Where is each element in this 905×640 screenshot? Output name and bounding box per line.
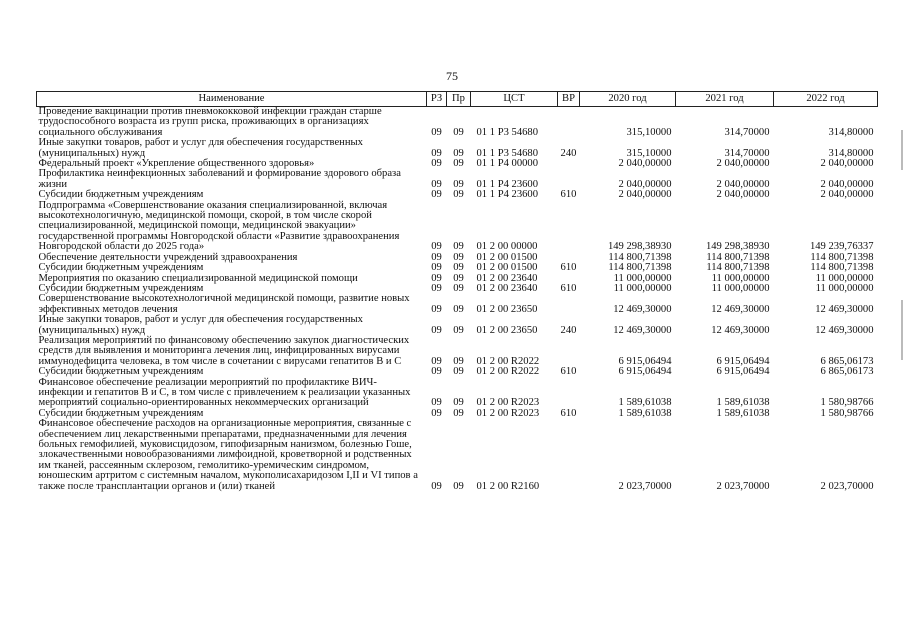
row-name: Обеспечение деятельности учреждений здравоохранения [38, 251, 298, 263]
row-rz: 09 [431, 147, 442, 159]
row-pr: 09 [453, 324, 464, 336]
row-rz: 09 [431, 324, 442, 336]
row-2020: 315,10000 [626, 126, 672, 138]
row-pr: 09 [453, 126, 464, 138]
row-vr [558, 201, 580, 253]
row-2021: 2 040,00000 [716, 189, 770, 201]
row-vr [558, 159, 580, 169]
row-rz: 09 [431, 303, 442, 315]
row-2022: 2 040,00000 [820, 189, 874, 201]
row-pr: 09 [453, 480, 464, 492]
row-2021: 1 589,61038 [716, 397, 770, 409]
row-2022: 149 239,76337 [809, 241, 874, 253]
row-2021: 1 589,61038 [716, 407, 770, 419]
row-2021: 6 915,06494 [716, 355, 770, 367]
row-2022: 314,80000 [828, 147, 874, 159]
row-2021: 2 040,00000 [716, 178, 770, 190]
row-vr: 610 [560, 407, 577, 419]
row-name: Субсидии бюджетным учреждениям [38, 366, 204, 378]
row-2020: 1 589,61038 [618, 407, 672, 419]
row-rz: 09 [431, 189, 442, 201]
scan-edge-mark [901, 130, 903, 170]
row-pr: 09 [453, 158, 464, 170]
row-vr [558, 294, 580, 315]
table-body [37, 107, 878, 493]
row-2022: 6 865,06173 [820, 355, 874, 367]
row-pr: 09 [453, 366, 464, 378]
row-rz: 09 [431, 251, 442, 263]
row-2022: 2 040,00000 [820, 158, 874, 170]
row-2020: 11 000,00000 [613, 282, 672, 294]
row-2020: 6 915,06494 [618, 355, 672, 367]
row-pr: 09 [453, 178, 464, 190]
row-cst: 01 2 00 01500 [476, 262, 538, 274]
row-vr: 240 [560, 147, 577, 159]
row-2022: 11 000,00000 [815, 282, 874, 294]
row-cst: 01 2 00 23650 [476, 303, 538, 315]
row-2021: 12 469,30000 [711, 324, 770, 336]
row-cst: 01 2 00 00000 [476, 241, 538, 253]
row-2020: 6 915,06494 [618, 366, 672, 378]
row-2020: 2 023,70000 [618, 480, 672, 492]
row-2020: 11 000,00000 [613, 272, 672, 284]
row-2020: 2 040,00000 [618, 189, 672, 201]
row-cst: 01 1 P3 54680 [476, 147, 539, 159]
row-2022: 114 800,71398 [810, 262, 874, 274]
row-name: Проведение вакцинации против пневмококковой инфекции граждан старше трудоспособного возраста из групп риска, проживающих в организациях социального обслуживания [38, 106, 382, 138]
row-2022: 314,80000 [828, 126, 874, 138]
table-row [37, 315, 878, 336]
row-2020: 2 040,00000 [618, 178, 672, 190]
row-2022: 12 469,30000 [815, 303, 874, 315]
row-pr: 09 [453, 189, 464, 201]
row-2021: 2 040,00000 [716, 158, 770, 170]
row-rz: 09 [431, 241, 442, 253]
row-rz: 09 [431, 158, 442, 170]
scan-edge-mark [901, 300, 903, 360]
row-rz: 09 [431, 480, 442, 492]
row-name: Совершенствование высокотехнологичной медицинской помощи, развитие новых эффективных методов лечения [38, 293, 410, 315]
row-vr [558, 336, 580, 367]
row-cst: 01 2 00 R2023 [476, 407, 540, 419]
row-2020: 315,10000 [626, 147, 672, 159]
row-2021: 6 915,06494 [716, 366, 770, 378]
row-name: Финансовое обеспечение реализации мероприятий по профилактике ВИЧ-инфекции и гепатитов В и С, в том числе с привлечением к реализации указанных мероприятий социально-ориентированных некоммерческих организаций [38, 376, 411, 409]
row-2021: 114 800,71398 [706, 251, 770, 263]
row-pr: 09 [453, 355, 464, 367]
row-2022: 1 580,98766 [820, 397, 874, 409]
row-2021: 11 000,00000 [711, 272, 770, 284]
header-2022: 2022 год [774, 92, 878, 107]
row-name: Профилактика неинфекционных заболеваний и формирование здорового образа жизни [38, 168, 401, 190]
row-rz: 09 [431, 178, 442, 190]
row-cst: 01 2 00 R2022 [476, 366, 540, 378]
row-name: Субсидии бюджетным учреждениям [38, 262, 204, 274]
row-2021: 114 800,71398 [706, 262, 770, 274]
row-name: Финансовое обеспечение расходов на организационные мероприятия, связанные с обеспечением лиц лекарственными препаратами, предназначенными для лечения больных гемофилией, муковисцидозом, гипофизарным нанизмом, болезнью Гоше, злокачественными новообразованиями лимфоидной, кроветворной и родственных им тканей, рассеянным склерозом, гемолитико-уремическим синдромом, юношеским артритом с системным началом, мукополисахаридозом I,II и VI типов а также после трансплантации органов и (или) тканей [38, 418, 418, 492]
row-cst: 01 2 00 23650 [476, 324, 538, 336]
row-cst: 01 1 P4 23600 [476, 189, 539, 201]
row-2021: 2 023,70000 [716, 480, 770, 492]
row-2020: 149 298,38930 [607, 241, 672, 253]
row-vr: 240 [560, 324, 577, 336]
row-cst: 01 2 00 23640 [476, 272, 538, 284]
row-name: Мероприятия по оказанию специализированной медицинской помощи [38, 272, 358, 284]
row-name: Иные закупки товаров, работ и услуг для обеспечения государственных (муниципальных) нужд [38, 137, 363, 159]
row-2022: 114 800,71398 [810, 251, 874, 263]
row-cst: 01 2 00 R2023 [476, 397, 540, 409]
header-2020: 2020 год [580, 92, 676, 107]
row-vr [558, 378, 580, 409]
table-row [37, 201, 878, 253]
row-2020: 114 800,71398 [608, 251, 672, 263]
row-pr: 09 [453, 262, 464, 274]
table-header-row [37, 92, 878, 107]
row-vr [558, 419, 580, 492]
row-2021: 314,70000 [724, 147, 770, 159]
row-name: Субсидии бюджетным учреждениям [38, 407, 204, 419]
row-name: Реализация мероприятий по финансовому обеспечению закупок диагностических средств для выявления и мониторинга лечения лиц, инфицированных вирусами иммунодефицита человека, в том числе в сочетании с вирусами гепатитов В и С [38, 334, 410, 367]
table-row [37, 169, 878, 190]
row-2022: 2 023,70000 [820, 480, 874, 492]
page-number: 75 [446, 69, 458, 83]
row-rz: 09 [431, 366, 442, 378]
row-2020: 2 040,00000 [618, 158, 672, 170]
row-pr: 09 [453, 282, 464, 294]
header-rz: РЗ [427, 92, 447, 107]
row-rz: 09 [431, 262, 442, 274]
table-row [37, 367, 878, 377]
row-rz: 09 [431, 397, 442, 409]
header-cst: ЦСТ [471, 92, 558, 107]
row-2021: 12 469,30000 [711, 303, 770, 315]
row-vr [558, 107, 580, 139]
row-2020: 1 589,61038 [618, 397, 672, 409]
row-pr: 09 [453, 272, 464, 284]
row-2021: 11 000,00000 [711, 282, 770, 294]
table-row [37, 378, 878, 409]
row-cst: 01 2 00 R2022 [476, 355, 540, 367]
row-2021: 149 298,38930 [705, 241, 770, 253]
table-row [37, 263, 878, 273]
row-rz: 09 [431, 407, 442, 419]
row-2020: 12 469,30000 [613, 324, 672, 336]
header-name: Наименование [37, 92, 427, 107]
row-cst: 01 2 00 R2160 [476, 480, 540, 492]
row-2021: 314,70000 [724, 126, 770, 138]
header-vr: ВР [558, 92, 580, 107]
table-row [37, 336, 878, 367]
row-vr [558, 169, 580, 190]
table-row [37, 419, 878, 492]
row-name: Субсидии бюджетным учреждениям [38, 189, 204, 201]
row-pr: 09 [453, 407, 464, 419]
row-cst: 01 1 P4 00000 [476, 158, 539, 170]
row-pr: 09 [453, 397, 464, 409]
row-vr: 610 [560, 366, 577, 378]
row-rz: 09 [431, 126, 442, 138]
row-cst: 01 1 P3 54680 [476, 126, 539, 138]
row-pr: 09 [453, 241, 464, 253]
row-vr: 610 [560, 189, 577, 201]
row-2022: 11 000,00000 [815, 272, 874, 284]
row-2022: 12 469,30000 [815, 324, 874, 336]
row-name: Федеральный проект «Укрепление общественного здоровья» [38, 158, 315, 170]
row-2020: 12 469,30000 [613, 303, 672, 315]
row-vr: 610 [560, 262, 577, 274]
row-2022: 1 580,98766 [820, 407, 874, 419]
row-2022: 2 040,00000 [820, 178, 874, 190]
table-row [37, 138, 878, 159]
header-pr: Пр [447, 92, 471, 107]
row-rz: 09 [431, 272, 442, 284]
row-cst: 01 2 00 23640 [476, 282, 538, 294]
row-pr: 09 [453, 251, 464, 263]
row-2022: 6 865,06173 [820, 366, 874, 378]
table-row [37, 294, 878, 315]
budget-table [36, 91, 878, 492]
row-cst: 01 1 P4 23600 [476, 178, 539, 190]
row-pr: 09 [453, 147, 464, 159]
table-row [37, 107, 878, 139]
row-name: Иные закупки товаров, работ и услуг для обеспечения государственных (муниципальных) нужд [38, 314, 363, 336]
header-2021: 2021 год [676, 92, 774, 107]
row-name: Подпрограмма «Совершенствование оказания специализированной, включая высокотехнологичную, медицинской помощи, скорой, в том числе скорой специализированной, медицинской помощи, медицинской эвакуации» государственной программы Новгородской области «Развитие здравоохранения Новгородской области до 2025 года» [38, 199, 400, 253]
row-rz: 09 [431, 355, 442, 367]
row-pr: 09 [453, 303, 464, 315]
row-rz: 09 [431, 282, 442, 294]
row-cst: 01 2 00 01500 [476, 251, 538, 263]
row-name: Субсидии бюджетным учреждениям [38, 282, 204, 294]
row-2020: 114 800,71398 [608, 262, 672, 274]
row-vr: 610 [560, 282, 577, 294]
